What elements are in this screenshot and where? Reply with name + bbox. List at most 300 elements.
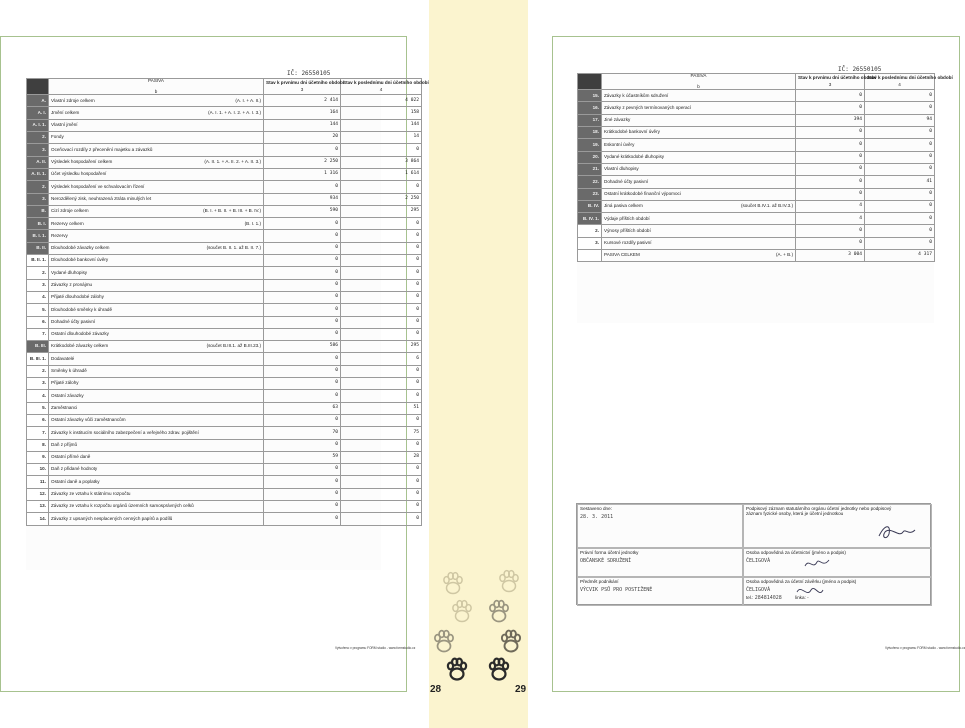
table-row bbox=[27, 328, 422, 340]
row-label-text: Závazky z pevných termínovaných operací bbox=[604, 104, 692, 110]
row-code: B. IV. 1. bbox=[578, 213, 602, 225]
table-row bbox=[578, 250, 935, 262]
row-label bbox=[49, 181, 264, 193]
row-label-text: Závazky ze vztahu k rozpočtu orgánů územních samosprávných celků bbox=[51, 503, 194, 509]
row-value-last: 0 bbox=[341, 279, 422, 291]
row-value-current: 0 bbox=[264, 291, 341, 303]
row-label-text: Nerozdělený zisk, neuhrazená ztráta minulých let bbox=[51, 195, 152, 201]
row-code: 6. bbox=[27, 316, 49, 328]
paw-prints-decoration bbox=[429, 560, 528, 700]
row-value-current: 0 bbox=[264, 328, 341, 340]
row-value-current: 0 bbox=[796, 151, 865, 163]
row-label bbox=[49, 328, 264, 340]
row-label-text: Krátkodobé závazky celkem bbox=[51, 343, 109, 349]
row-value-last: 0 bbox=[341, 390, 422, 402]
header-code-cell bbox=[578, 74, 602, 90]
row-value-current: 0 bbox=[264, 218, 341, 230]
row-value-last: 0 bbox=[865, 213, 935, 225]
row-label bbox=[49, 193, 264, 205]
row-label bbox=[602, 176, 796, 188]
row-code: 14. bbox=[27, 513, 49, 525]
row-code: 5. bbox=[27, 402, 49, 414]
left-page-number: 28 bbox=[430, 684, 442, 695]
row-value-current: 394 bbox=[796, 114, 865, 126]
row-label bbox=[602, 188, 796, 200]
row-code: 6. bbox=[27, 414, 49, 426]
table-row bbox=[27, 304, 422, 316]
row-sum-formula: (A. II. 1. + A. II. 2. + A. II. 3.) bbox=[204, 159, 261, 165]
row-value-last: 158 bbox=[341, 107, 422, 119]
row-value-current: 0 bbox=[264, 439, 341, 451]
table-row bbox=[27, 390, 422, 402]
row-label-text: Ostatní dlouhodobé závazky bbox=[51, 331, 109, 337]
row-label bbox=[49, 205, 264, 217]
row-label bbox=[602, 114, 796, 126]
row-label-text: Ostatní přímé daně bbox=[51, 454, 91, 460]
row-label-text: Dohadné účty pasivní bbox=[604, 178, 649, 184]
row-value-current: 0 bbox=[796, 188, 865, 200]
row-value-last: 28 bbox=[341, 451, 422, 463]
row-label bbox=[49, 378, 264, 390]
row-label-text: Výdaje příštích období bbox=[604, 215, 650, 221]
compiled-date-cell: Sestaveno dne: 28. 3. 2011 bbox=[577, 504, 743, 548]
paw-icon bbox=[500, 571, 518, 592]
row-value-current: 0 bbox=[264, 365, 341, 377]
table-row bbox=[27, 132, 422, 144]
row-label-text: Výnosy příštích období bbox=[604, 227, 651, 233]
signature-block bbox=[576, 503, 931, 605]
row-code: 20. bbox=[578, 151, 602, 163]
row-value-current: 0 bbox=[264, 304, 341, 316]
row-code: 22. bbox=[578, 176, 602, 188]
row-value-last: 0 bbox=[341, 378, 422, 390]
row-sum-formula: (B. I. + B. II. + B. III. + B. IV.) bbox=[203, 208, 261, 214]
row-label bbox=[602, 102, 796, 114]
row-label-text: Přijaté dlouhodobé zálohy bbox=[51, 294, 104, 300]
row-value-last: 0 bbox=[341, 488, 422, 500]
row-code: B. III. 1. bbox=[27, 353, 49, 365]
row-value-last: 0 bbox=[341, 291, 422, 303]
row-value-current: 0 bbox=[796, 163, 865, 175]
row-code: 4. bbox=[27, 291, 49, 303]
row-label-text: Ostatní závazky bbox=[51, 392, 84, 398]
row-code: 11. bbox=[27, 476, 49, 488]
row-label-text: Daň z příjmů bbox=[51, 441, 78, 447]
row-label bbox=[49, 353, 264, 365]
table-row bbox=[27, 341, 422, 353]
row-label-text: Jiná pasiva celkem bbox=[604, 203, 643, 209]
row-label bbox=[49, 316, 264, 328]
row-label-text: Výsledek hospodaření ve schvalovacím řízení bbox=[51, 183, 145, 189]
row-label-text: Dlouhodobé závazky celkem bbox=[51, 245, 110, 251]
table-row bbox=[578, 213, 935, 225]
table-row bbox=[27, 500, 422, 512]
row-value-current: 0 bbox=[264, 513, 341, 525]
row-label bbox=[49, 168, 264, 180]
row-label-text: Závazky z upsaných nesplacených cenných papírů a podílů bbox=[51, 515, 173, 521]
row-value-last: 0 bbox=[341, 439, 422, 451]
row-code: 3. bbox=[27, 378, 49, 390]
right-ico-label: IČ: 26550105 bbox=[838, 66, 882, 73]
row-code: 3. bbox=[578, 237, 602, 249]
row-value-last: 0 bbox=[341, 464, 422, 476]
row-label bbox=[49, 488, 264, 500]
row-value-last: 0 bbox=[341, 230, 422, 242]
row-value-current: 586 bbox=[264, 341, 341, 353]
header-label-cell: PASIVA b bbox=[602, 74, 796, 90]
table-row bbox=[27, 95, 422, 107]
table-row bbox=[27, 291, 422, 303]
closing-person-cell: Osoba odpovědná za účetní závěrku (jméno a podpis) ČELIGOVÁ tel.: 284814028 linka: - bbox=[743, 577, 932, 606]
row-sum-formula: (A. I. + A. II.) bbox=[235, 97, 261, 103]
row-code: 3. bbox=[27, 193, 49, 205]
row-label bbox=[49, 267, 264, 279]
row-value-last: 295 bbox=[341, 341, 422, 353]
row-value-current: 934 bbox=[264, 193, 341, 205]
table-row bbox=[578, 114, 935, 126]
table-row bbox=[27, 365, 422, 377]
table-row bbox=[27, 193, 422, 205]
row-value-current: 0 bbox=[264, 378, 341, 390]
row-value-last: 295 bbox=[341, 205, 422, 217]
legal-form-cell: Právní forma účetní jednotky OBČANSKÉ SDRUŽENÍ bbox=[577, 548, 743, 577]
row-label bbox=[49, 304, 264, 316]
row-code: 3. bbox=[27, 279, 49, 291]
table-row bbox=[578, 200, 935, 212]
business-subject-cell: Předmět podnikání VÝCVIK PSŮ PRO POSTIŽENÉ bbox=[577, 577, 743, 606]
row-code: 23. bbox=[578, 188, 602, 200]
row-code: 5. bbox=[27, 304, 49, 316]
row-label bbox=[602, 213, 796, 225]
row-code: 13. bbox=[27, 500, 49, 512]
row-code: A. II. bbox=[27, 156, 49, 168]
row-code: 7. bbox=[27, 328, 49, 340]
row-label bbox=[602, 225, 796, 237]
accountant-signature bbox=[803, 556, 831, 572]
row-label-text: Dohadné účty pasivní bbox=[51, 318, 96, 324]
row-value-last: 0 bbox=[865, 102, 935, 114]
signature-record-cell: Podpisový záznam statutárního orgánu účetní jednotky nebo podpisový záznam fyzické osoby, která je účetní jednotkou bbox=[743, 504, 932, 548]
table-row bbox=[578, 188, 935, 200]
row-code: 3. bbox=[27, 144, 49, 156]
table-row bbox=[27, 156, 422, 168]
row-sum-formula: (A. + B.) bbox=[776, 252, 793, 258]
row-label-text: Rezervy celkem bbox=[51, 220, 84, 226]
row-code: A. II. 1. bbox=[27, 168, 49, 180]
row-label bbox=[602, 151, 796, 163]
paw-icon bbox=[490, 601, 508, 622]
row-label-text: Oceňovací rozdíly z přecenění majetku a závazků bbox=[51, 146, 153, 152]
row-value-current: 0 bbox=[264, 279, 341, 291]
table-row bbox=[578, 151, 935, 163]
row-value-current: 0 bbox=[264, 414, 341, 426]
row-label-text: Daň z přidané hodnoty bbox=[51, 466, 98, 472]
row-value-last: 0 bbox=[341, 304, 422, 316]
row-value-last: 0 bbox=[341, 218, 422, 230]
row-label-text: Dlouhodobé bankovní úvěry bbox=[51, 257, 109, 263]
row-label bbox=[49, 464, 264, 476]
right-liabilities-table bbox=[577, 73, 953, 262]
row-label bbox=[49, 144, 264, 156]
row-label-text: Závazky z pronájmu bbox=[51, 281, 93, 287]
row-sum-formula: (součet B.III.1. až B.III.23.) bbox=[206, 343, 261, 349]
row-code: B. III. bbox=[27, 341, 49, 353]
row-value-current: 0 bbox=[796, 225, 865, 237]
right-footer-credit: Vytvořeno v programu FORM studio - www.formstudio.cz bbox=[885, 646, 965, 650]
row-label-text: Jmění celkem bbox=[51, 109, 80, 115]
row-code: 15. bbox=[578, 90, 602, 102]
row-label bbox=[49, 513, 264, 525]
row-label-text: Rezervy bbox=[51, 232, 68, 238]
header-last-cell: Stav k poslednímu dni účetního období 4 bbox=[865, 74, 935, 90]
paw-icon bbox=[448, 659, 466, 680]
table-row bbox=[578, 90, 935, 102]
row-value-last: 0 bbox=[341, 414, 422, 426]
left-footer-credit: Vytvořeno v programu FORM studio - www.formstudio.cz bbox=[335, 646, 416, 650]
row-value-current: 3 004 bbox=[796, 250, 865, 262]
row-code: 2. bbox=[27, 267, 49, 279]
row-code: 19. bbox=[578, 139, 602, 151]
row-value-last: 0 bbox=[865, 127, 935, 139]
table-row bbox=[27, 402, 422, 414]
row-code: A. I. 1. bbox=[27, 119, 49, 131]
row-value-current: 0 bbox=[264, 500, 341, 512]
row-code bbox=[578, 250, 602, 262]
table-header-row bbox=[27, 79, 422, 95]
table-row bbox=[27, 451, 422, 463]
row-value-current: 0 bbox=[796, 176, 865, 188]
table-row bbox=[27, 353, 422, 365]
header-last-cell: Stav k poslednímu dni účetního období 4 bbox=[341, 79, 422, 95]
table-row bbox=[27, 414, 422, 426]
row-value-current: 0 bbox=[796, 127, 865, 139]
row-value-last: 4 317 bbox=[865, 250, 935, 262]
row-label bbox=[49, 95, 264, 107]
table-row bbox=[578, 139, 935, 151]
row-label bbox=[49, 500, 264, 512]
row-value-current: 0 bbox=[796, 139, 865, 151]
row-value-current: 0 bbox=[264, 230, 341, 242]
row-code: 8. bbox=[27, 439, 49, 451]
row-label-text: Závazky k institucím sociálního zabezpečení a veřejného zdrav. pojištění bbox=[51, 429, 199, 435]
row-code: 12. bbox=[27, 488, 49, 500]
row-sum-formula: (A. I. 1. + A. I. 2. + A. I. 3.) bbox=[208, 109, 261, 115]
row-value-last: 0 bbox=[865, 90, 935, 102]
row-value-last: 14 bbox=[341, 132, 422, 144]
row-label-text: Vlastní dluhopisy bbox=[604, 166, 639, 172]
table-row bbox=[27, 513, 422, 525]
row-label-text: Krátkodobé bankovní úvěry bbox=[604, 129, 660, 135]
row-label-text: Ostatní závazky vůči zaměstnancům bbox=[51, 417, 126, 423]
row-label bbox=[49, 279, 264, 291]
left-balance-sheet-scan bbox=[26, 78, 429, 570]
row-label-text: Eskontní úvěry bbox=[604, 141, 635, 147]
row-value-last: 0 bbox=[865, 139, 935, 151]
header-label-cell: PASIVA b bbox=[49, 79, 264, 95]
row-value-last: 1 614 bbox=[341, 168, 422, 180]
row-label-text: Kursové rozdíly pasivní bbox=[604, 240, 652, 246]
table-row bbox=[27, 279, 422, 291]
paw-icon bbox=[435, 631, 453, 652]
row-code: 2. bbox=[27, 181, 49, 193]
table-row bbox=[27, 439, 422, 451]
row-value-last: 2 250 bbox=[341, 193, 422, 205]
row-label bbox=[49, 230, 264, 242]
table-row bbox=[578, 225, 935, 237]
row-label bbox=[602, 200, 796, 212]
row-value-current: 0 bbox=[796, 102, 865, 114]
row-label-text: Účet výsledku hospodaření bbox=[51, 171, 107, 177]
row-label bbox=[49, 365, 264, 377]
row-label-text: Vydané krátkodobé dluhopisy bbox=[604, 154, 665, 160]
row-code: 16. bbox=[578, 102, 602, 114]
row-value-current: 0 bbox=[264, 488, 341, 500]
row-label bbox=[49, 402, 264, 414]
row-label bbox=[49, 218, 264, 230]
table-row bbox=[27, 427, 422, 439]
row-label bbox=[49, 439, 264, 451]
row-label bbox=[602, 127, 796, 139]
header-current-cell: Stav k prvnímu dni účetního období 3 bbox=[264, 79, 341, 95]
row-value-last: 0 bbox=[341, 328, 422, 340]
row-value-last: 144 bbox=[341, 119, 422, 131]
row-value-last: 0 bbox=[865, 188, 935, 200]
row-code: B. I. bbox=[27, 218, 49, 230]
row-code: B. I. 1. bbox=[27, 230, 49, 242]
row-label bbox=[49, 341, 264, 353]
row-value-last: 0 bbox=[341, 267, 422, 279]
paw-icon bbox=[490, 659, 508, 680]
row-label bbox=[49, 427, 264, 439]
row-code: A. bbox=[27, 95, 49, 107]
table-row bbox=[578, 237, 935, 249]
row-code: 17. bbox=[578, 114, 602, 126]
left-ico-label: IČ: 26550105 bbox=[287, 70, 331, 77]
row-value-current: 0 bbox=[264, 476, 341, 488]
row-value-last: 0 bbox=[341, 316, 422, 328]
paw-icon bbox=[453, 601, 471, 622]
row-code: 10. bbox=[27, 464, 49, 476]
row-value-last: 51 bbox=[341, 402, 422, 414]
header-current-cell: Stav k prvnímu dni účetního období 3 bbox=[796, 74, 865, 90]
row-code: 21. bbox=[578, 163, 602, 175]
row-value-current: 4 bbox=[796, 200, 865, 212]
paw-icon bbox=[502, 631, 520, 652]
row-label-text: Cizí zdroje celkem bbox=[51, 208, 89, 214]
row-label-text: Vydané dluhopisy bbox=[51, 269, 88, 275]
row-value-last: 41 bbox=[865, 176, 935, 188]
row-label-text: PASIVA CELKEM bbox=[604, 252, 640, 258]
row-label bbox=[49, 132, 264, 144]
row-code: A. I. bbox=[27, 107, 49, 119]
table-row bbox=[27, 181, 422, 193]
row-label-text: Přijaté zálohy bbox=[51, 380, 79, 386]
table-row bbox=[27, 378, 422, 390]
table-row bbox=[27, 107, 422, 119]
table-row bbox=[578, 127, 935, 139]
row-label-text: Dodavatelé bbox=[51, 355, 75, 361]
row-label-text: Ostatní krátkodobé finanční výpomoci bbox=[604, 190, 681, 196]
header-code-cell bbox=[27, 79, 49, 95]
row-label bbox=[49, 255, 264, 267]
row-label-text: Závazky k účastníkům sdružení bbox=[604, 92, 669, 98]
row-value-last: 0 bbox=[865, 163, 935, 175]
row-label-text: Dlouhodobé směnky k úhradě bbox=[51, 306, 113, 312]
row-value-current: 0 bbox=[264, 144, 341, 156]
row-label bbox=[49, 451, 264, 463]
row-label-text: Zaměstnanci bbox=[51, 404, 78, 410]
row-label bbox=[602, 250, 796, 262]
table-row bbox=[27, 464, 422, 476]
row-value-last: 0 bbox=[341, 365, 422, 377]
right-page-number: 29 bbox=[515, 684, 527, 695]
row-value-last: 3 864 bbox=[341, 156, 422, 168]
row-value-current: 0 bbox=[796, 237, 865, 249]
row-value-current: 144 bbox=[264, 119, 341, 131]
row-label bbox=[49, 156, 264, 168]
row-value-current: 0 bbox=[264, 464, 341, 476]
row-value-last: 0 bbox=[341, 242, 422, 254]
row-code: 2. bbox=[27, 132, 49, 144]
row-value-current: 0 bbox=[264, 242, 341, 254]
row-value-last: 0 bbox=[865, 237, 935, 249]
table-row bbox=[27, 267, 422, 279]
accountant-cell: Osoba odpovědná za účetnictví (jméno a podpis) ČELIGOVÁ bbox=[743, 548, 932, 577]
table-row bbox=[578, 102, 935, 114]
row-label-text: Ostatní daně a poplatky bbox=[51, 478, 100, 484]
row-code: 18. bbox=[578, 127, 602, 139]
row-value-last: 0 bbox=[341, 476, 422, 488]
row-value-last: 0 bbox=[341, 255, 422, 267]
row-value-current: 63 bbox=[264, 402, 341, 414]
row-label-text: Směnky k úhradě bbox=[51, 368, 87, 374]
row-value-current: 0 bbox=[264, 390, 341, 402]
row-value-last: 0 bbox=[865, 225, 935, 237]
row-label bbox=[602, 237, 796, 249]
row-sum-formula: (B. I. 1.) bbox=[244, 220, 261, 226]
row-label bbox=[49, 476, 264, 488]
row-label bbox=[49, 390, 264, 402]
table-row bbox=[27, 205, 422, 217]
row-label bbox=[49, 414, 264, 426]
row-value-current: 0 bbox=[796, 90, 865, 102]
row-value-last: 0 bbox=[341, 181, 422, 193]
table-row bbox=[27, 255, 422, 267]
row-code: 2. bbox=[27, 365, 49, 377]
row-value-current: 0 bbox=[264, 267, 341, 279]
row-value-current: 59 bbox=[264, 451, 341, 463]
row-value-current: 4 bbox=[796, 213, 865, 225]
row-label-text: Fondy bbox=[51, 134, 64, 140]
row-code: 7. bbox=[27, 427, 49, 439]
table-row bbox=[27, 242, 422, 254]
closing-signature bbox=[795, 584, 825, 600]
row-value-last: 0 bbox=[865, 151, 935, 163]
row-label bbox=[49, 242, 264, 254]
table-row bbox=[27, 316, 422, 328]
table-row bbox=[27, 476, 422, 488]
row-code: B. II. 1. bbox=[27, 255, 49, 267]
row-value-last: 4 022 bbox=[341, 95, 422, 107]
row-value-last: 0 bbox=[341, 500, 422, 512]
row-code: 9. bbox=[27, 451, 49, 463]
row-code: B. bbox=[27, 205, 49, 217]
table-row bbox=[27, 119, 422, 131]
row-label bbox=[602, 139, 796, 151]
right-balance-sheet-scan bbox=[577, 73, 953, 323]
paw-icon bbox=[444, 573, 462, 594]
row-label-text: Vlastní jmění bbox=[51, 122, 78, 128]
